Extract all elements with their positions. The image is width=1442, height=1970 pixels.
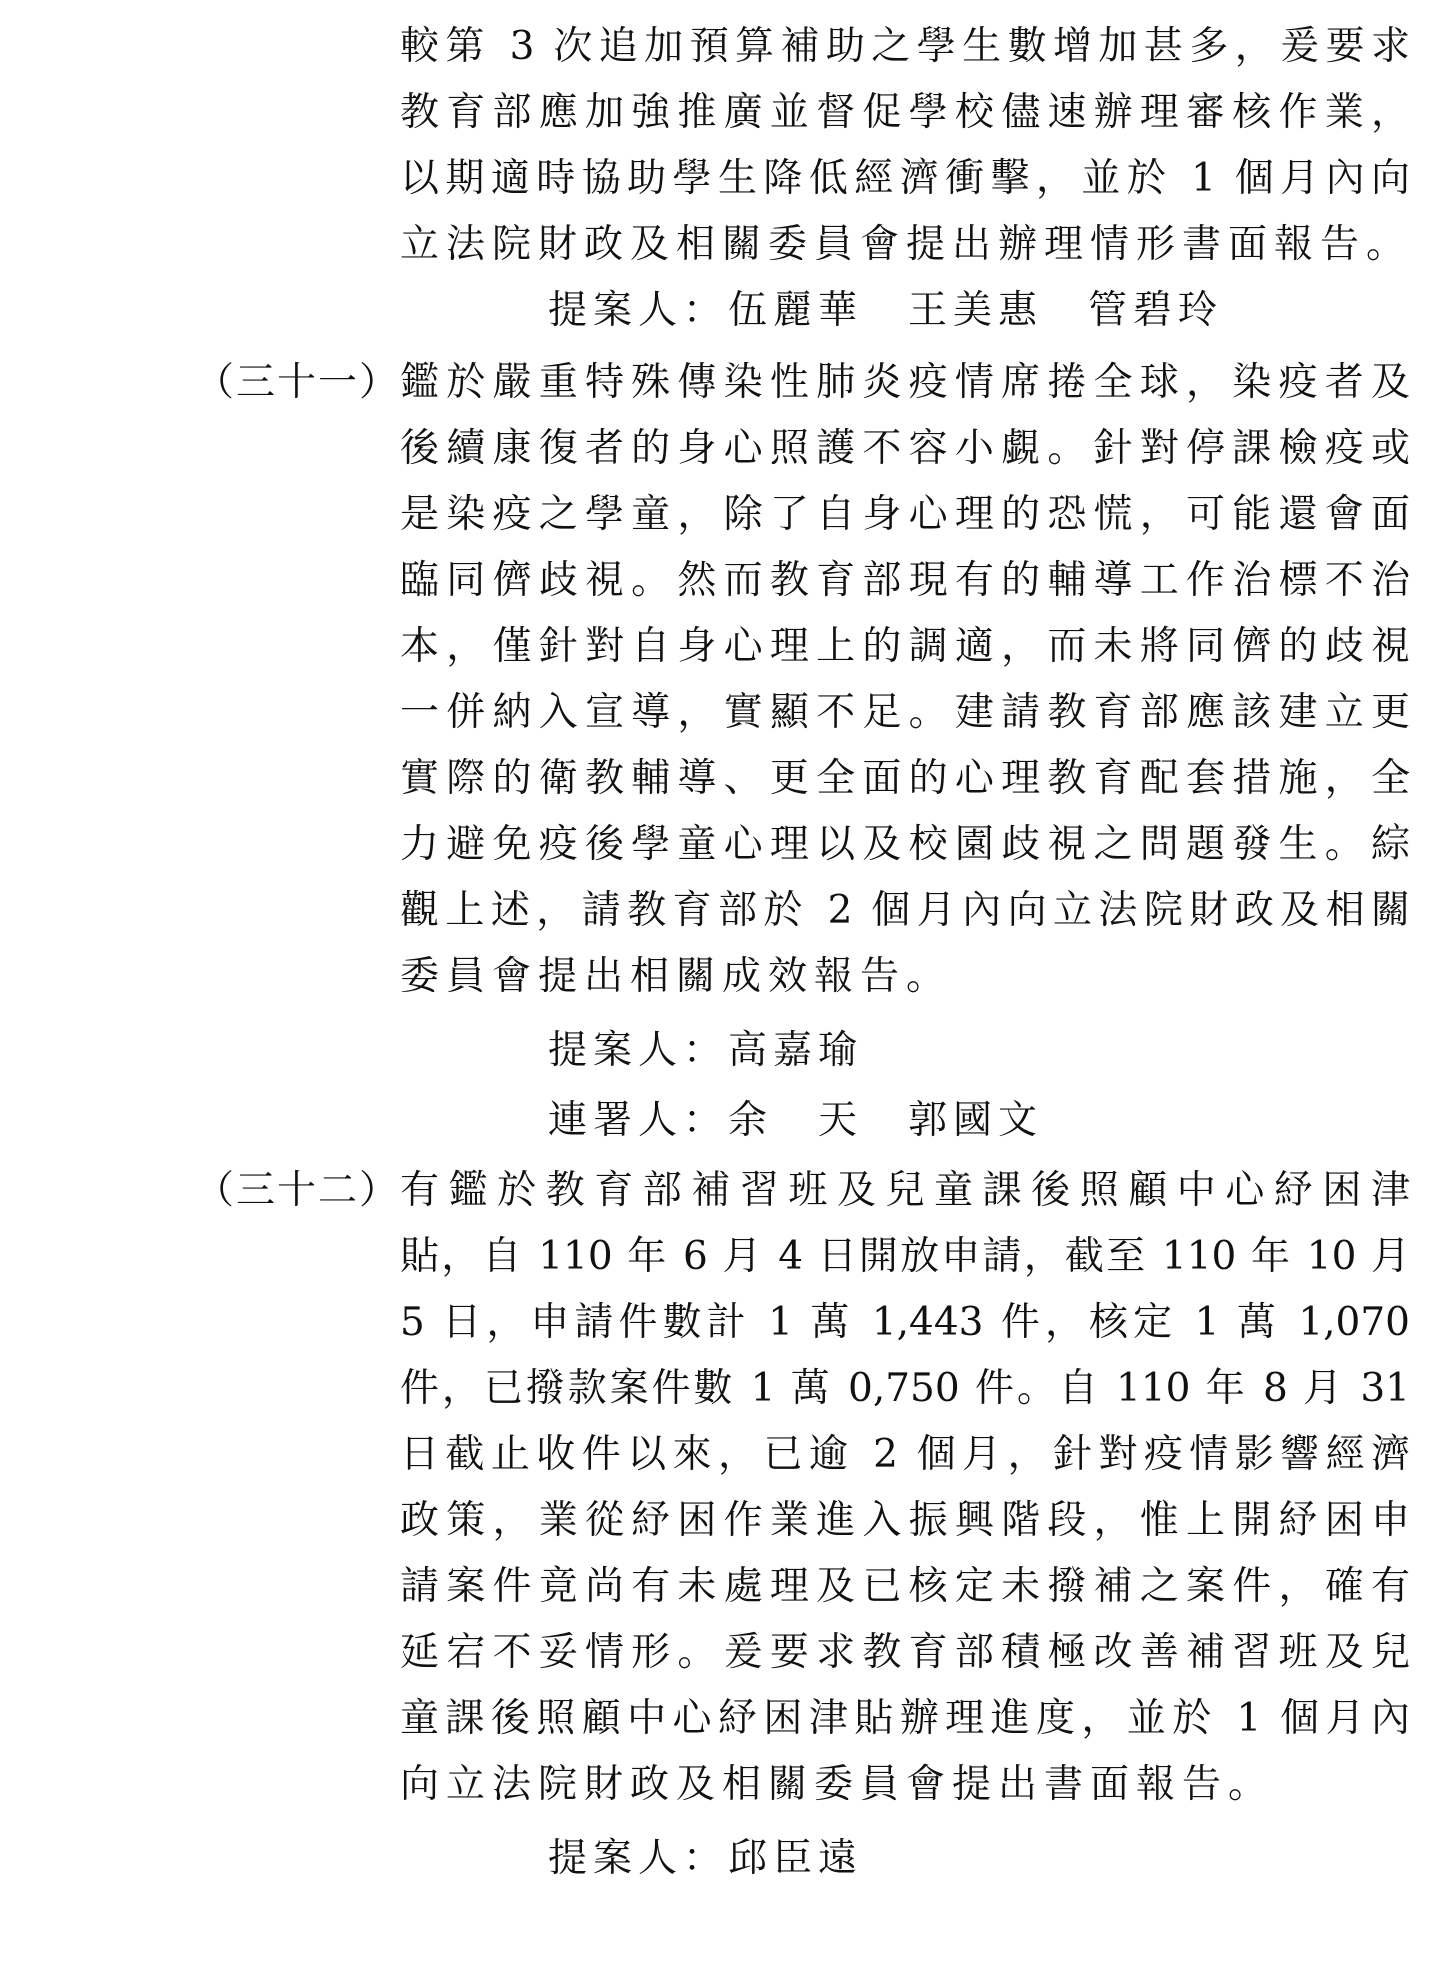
item-31-line: 力避免疫後學童心理以及校園歧視之問題發生。綜 [400, 822, 1410, 867]
continuation-line: 以期適時協助學生降低經濟衝擊，並於 1 個月內向 [400, 156, 1410, 201]
continuation-line: 較第 3 次追加預算補助之學生數增加甚多，爰要求 [400, 24, 1410, 69]
item-31-proposer: 提案人：高嘉瑜 [548, 1028, 864, 1073]
item-31-line: 臨同儕歧視。然而教育部現有的輔導工作治標不治 [400, 558, 1410, 603]
item-31-line: 實際的衛教輔導、更全面的心理教育配套措施，全 [400, 756, 1410, 801]
item-32-label: （三十二） [195, 1168, 401, 1213]
item-32-line: 有鑑於教育部補習班及兒童課後照顧中心紓困津 [400, 1168, 1410, 1213]
item-31-line: 後續康復者的身心照護不容小覷。針對停課檢疫或 [400, 426, 1410, 471]
item-31-line: 一併納入宣導，實顯不足。建請教育部應該建立更 [400, 690, 1410, 735]
item-32-line: 5 日，申請件數計 1 萬 1,443 件，核定 1 萬 1,070 [400, 1300, 1410, 1345]
item-32-line: 延宕不妥情形。爰要求教育部積極改善補習班及兒 [400, 1630, 1410, 1675]
item-31-label: （三十一） [195, 360, 401, 405]
item-32-line: 貼，自 110 年 6 月 4 日開放申請，截至 110 年 10 月 [400, 1234, 1410, 1279]
item-32-line: 政策，業從紓困作業進入振興階段，惟上開紓困申 [400, 1498, 1410, 1543]
item-31-line: 觀上述，請教育部於 2 個月內向立法院財政及相關 [400, 888, 1410, 933]
item-31-line: 本，僅針對自身心理上的調適，而未將同儕的歧視 [400, 624, 1410, 669]
continuation-line: 教育部應加強推廣並督促學校儘速辦理審核作業， [400, 90, 1410, 135]
item-32-proposer: 提案人：邱臣遠 [548, 1836, 864, 1881]
item-31-line: 委員會提出相關成效報告。 [400, 954, 953, 999]
item-32-line: 向立法院財政及相關委員會提出書面報告。 [400, 1762, 1275, 1807]
item-31-cosigners: 連署人：余 天 郭國文 [548, 1098, 1044, 1143]
item-32-line: 童課後照顧中心紓困津貼辦理進度，並於 1 個月內 [400, 1696, 1410, 1741]
continuation-line: 立法院財政及相關委員會提出辦理情形書面報告。 [400, 222, 1413, 267]
continuation-proposer: 提案人：伍麗華 王美惠 管碧玲 [548, 288, 1224, 333]
item-32-line: 請案件竟尚有未處理及已核定未撥補之案件，確有 [400, 1564, 1410, 1609]
item-32-line: 日截止收件以來，已逾 2 個月，針對疫情影響經濟 [400, 1432, 1410, 1477]
item-32-line: 件，已撥款案件數 1 萬 0,750 件。自 110 年 8 月 31 [400, 1366, 1410, 1411]
item-31-line: 鑑於嚴重特殊傳染性肺炎疫情席捲全球，染疫者及 [400, 360, 1410, 405]
item-31-line: 是染疫之學童，除了自身心理的恐慌，可能還會面 [400, 492, 1410, 537]
